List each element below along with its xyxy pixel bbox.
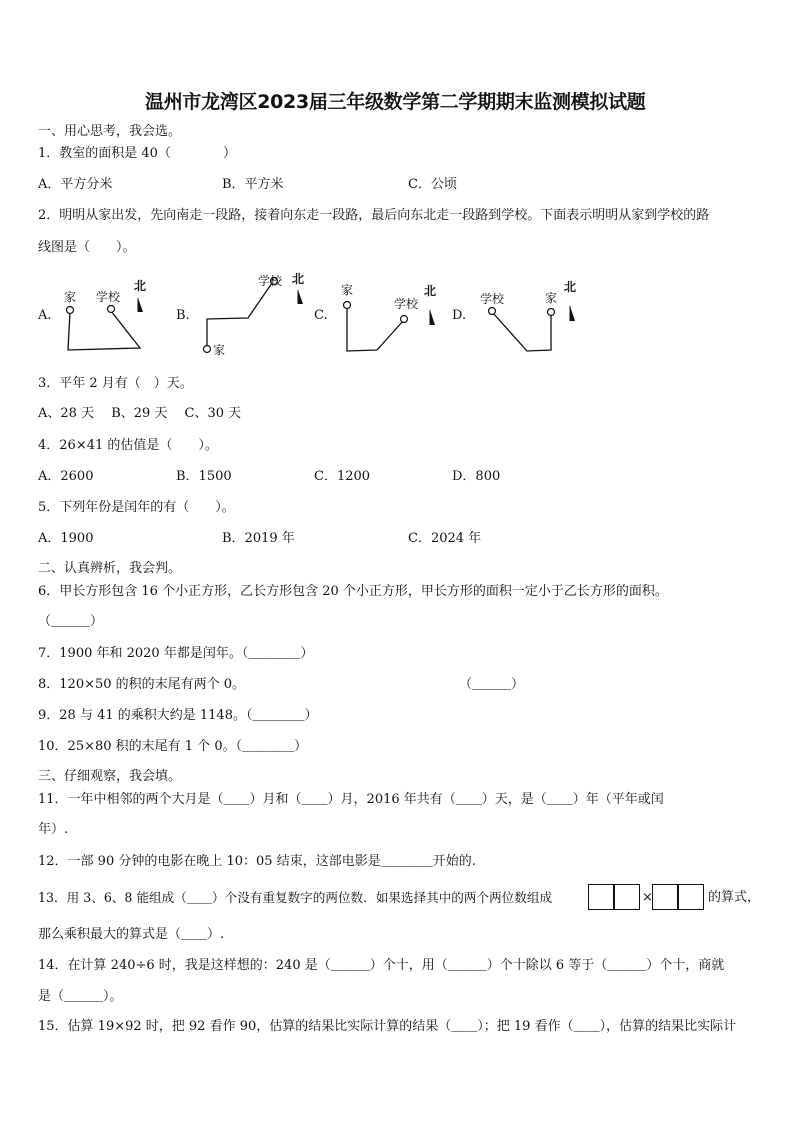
q1-option-a: A．平方分米 [38,177,113,192]
section-heading-1: 一、用心思考，我会选。 [38,124,182,139]
q2a-north-label: 北 [134,279,147,293]
question-2-line-2: 线图是（ ）。 [38,240,136,255]
q2c-school-label: 学校 [394,297,419,311]
q2-option-b-label: B. [176,308,190,323]
q2d-north-label: 北 [564,280,577,294]
question-8: 8．120×50 的积的末尾有两个 0。 [38,677,246,692]
question-6-line-2: （＿＿＿） [38,614,104,629]
question-6-line-1: 6．甲长方形包含 16 个小正方形，乙长方形包含 20 个小正方形，甲长方形的面积一定小于乙长方形的面积。 [38,584,668,599]
question-13-line-1a: 13．用 3、6、8 能组成（＿＿）个没有重复数字的两位数．如果选择其中的两个两位数组成 [38,890,553,905]
question-5: 5．下列年份是闰年的有（ ）。 [38,500,235,515]
q5-option-b: B．2019 年 [222,531,295,546]
q2b-north-label: 北 [292,272,305,286]
q2b-home-label: 家 [213,343,226,357]
question-15: 15．估算 19×92 时，把 92 看作 90，估算的结果比实际计算的结果（＿＿）；把 19 看作（＿＿），估算的结果比实际计 [38,1019,737,1034]
section-heading-3: 三、仔细观察，我会填。 [38,769,182,784]
question-12: 12．一部 90 分钟的电影在晚上 10：05 结束，这部电影是＿＿＿＿开始的. [38,854,476,869]
q4-option-d: D．800 [452,469,501,484]
q13-digit-box-4 [678,884,704,910]
q4-option-a: A．2600 [38,469,94,484]
q2c-north-label: 北 [424,284,437,298]
q2-option-a-label: A. [38,308,52,323]
page-title: 温州市龙湾区2023届三年级数学第二学期期末监测模拟试题 [145,91,646,113]
q3-options: A、28 天 B、29 天 C、30 天 [38,406,242,421]
q1-option-b: B．平方米 [222,177,284,192]
question-2-line-1: 2．明明从家出发，先向南走一段路，接着向东走一段路，最后向东北走一段路到学校。下面表示明明从家到学校的路 [38,208,710,223]
question-13-line-1b: 的算式， [708,890,761,905]
q2c-home-label: 家 [341,283,354,297]
q1-option-c: C．公顷 [408,177,457,192]
q5-option-a: A．1900 [38,531,94,546]
question-11-line-1: 11．一年中相邻的两个大月是（＿＿）月和（＿＿）月，2016 年共有（＿＿）天，是（＿＿）年（平年或闰 [38,792,664,807]
q13-digit-box-3 [652,884,678,910]
question-3: 3．平年 2 月有（ ）天。 [38,376,193,391]
question-14-line-1: 14．在计算 240÷6 时，我是这样想的：240 是（＿＿＿）个十，用（＿＿＿）个十除以 6 等于（＿＿＿）个十，商就 [38,958,725,973]
q2a-home-label: 家 [64,290,77,304]
q2-option-d-label: D. [452,308,467,323]
question-9: 9．28 与 41 的乘积大约是 1148。（＿＿＿＿） [38,708,318,723]
q8-answer-blank[interactable]: （＿＿＿） [459,677,525,692]
q13-digit-box-1 [588,884,614,910]
q4-option-b: B．1500 [176,469,232,484]
q2b-school-label: 学校 [258,274,283,288]
q4-option-c: C．1200 [314,469,371,484]
question-10: 10．25×80 积的末尾有 1 个 0。（＿＿＿＿） [38,739,308,754]
q2-option-c-label: C. [314,308,328,323]
q5-option-c: C．2024 年 [408,531,482,546]
q2a-school-label: 学校 [96,290,121,304]
question-13-line-2: 那么乘积最大的算式是（＿＿）. [38,927,225,942]
route-diagram-d [0,0,794,380]
question-1: 1．教室的面积是 40（ ） [38,146,236,161]
q2d-school-label: 学校 [480,292,505,306]
question-4: 4．26×41 的估值是（ ）。 [38,438,218,453]
question-14-line-2: 是（＿＿＿）。 [38,989,123,1004]
q13-times-sign: × [642,890,653,905]
q2d-home-label: 家 [545,291,558,305]
question-11-line-2: 年）. [38,822,69,837]
section-heading-2: 二、认真辨析，我会判。 [38,561,182,576]
question-7: 7．1900 年和 2020 年都是闰年。（＿＿＿＿） [38,646,314,661]
q13-digit-box-2 [614,884,640,910]
